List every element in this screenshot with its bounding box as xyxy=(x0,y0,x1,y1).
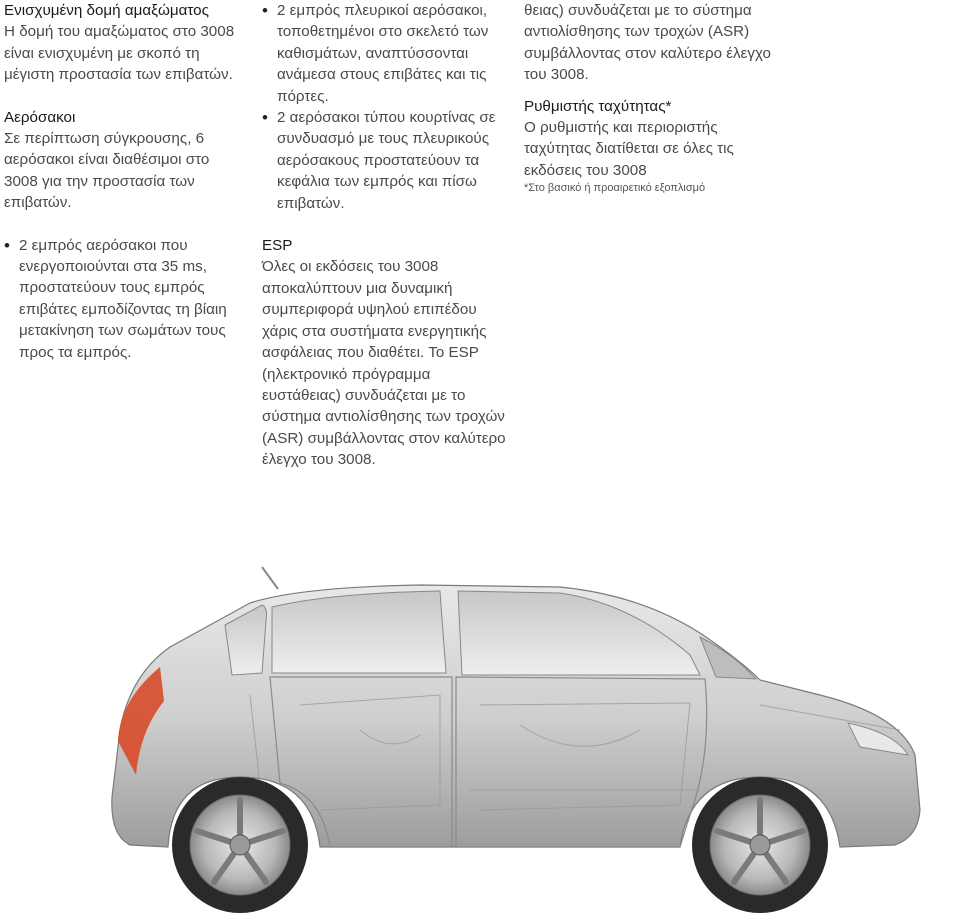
car-cutaway-illustration xyxy=(0,555,960,920)
structure-paragraph: Η δομή του αμαξώματος στο 3008 είναι ενισχυμένη με σκοπό τη μέγιστη προστασία των επιβατών. xyxy=(4,23,235,84)
esp-heading: ESP xyxy=(262,237,293,255)
airbags-heading: Αερόσακοι xyxy=(4,108,76,126)
speed-regulator-heading: Ρυθμιστής ταχύτητας* xyxy=(524,97,672,115)
front-wheel xyxy=(692,777,828,913)
footnote: *Στο βασικό ή προαιρετικό εξοπλισμό xyxy=(524,182,706,195)
esp-paragraph-continued: θειας) συνδυάζεται με το σύστημα αντιολίσθησης των τροχών (ASR) συμβάλλοντας στον καλύτερο έλεγχο του 3008. xyxy=(524,2,772,84)
column-structure-airbags xyxy=(4,0,244,363)
rear-side-window xyxy=(272,591,446,673)
structure-heading: Ενισχυμένη δομή αμαξώματος xyxy=(4,2,209,19)
bullet-side-airbags: • 2 εμπρός πλευρικοί αερόσακοι, τοποθετημένοι στο σκελετό των καθισμάτων, αναπτύσσονται ανάμεσα στους επιβάτες και τις πόρτες. xyxy=(262,0,507,107)
bullet-curtain-airbags: • 2 αερόσακοι τύπου κουρτίνας σε συνδυασμό με τους πλευρικούς αερόσακους προστατεύουν τα κεφάλια των εμπρός και πίσω επιβατών. xyxy=(262,107,507,214)
esp-paragraph: Όλες οι εκδόσεις του 3008 αποκαλύπτουν μια δυναμική συμπεριφορά υψηλού επιπέδου χάρις στα συστήματα ενεργητικής ασφάλειας που διαθέτει. Το ESP (ηλεκτρονικό πρόγραμμα ευστάθειας) συνδυάζεται με το σύστημα αντιολίσθησης των τροχών (ASR) συμβάλλοντας στον καλύτερο έλεγχο του 3008. xyxy=(262,258,506,469)
bullet-front-airbags: • 2 εμπρός αερόσακοι που ενεργοποιούνται στα 35 ms, προστατεύουν τους εμπρός επιβάτες εμποδίζοντας τη βίαιη μετακίνηση των σωμάτων τους προς τα εμπρός. xyxy=(4,235,244,363)
column-side-airbags-esp xyxy=(262,0,507,469)
column-speed-regulator xyxy=(524,0,784,195)
rear-wheel xyxy=(172,777,308,913)
airbags-paragraph: Σε περίπτωση σύγκρουσης, 6 αερόσακοι είναι διαθέσιμοι στο 3008 για την προστασία των επιβατών. xyxy=(4,130,210,212)
antenna xyxy=(262,567,278,589)
speed-regulator-paragraph: Ο ρυθμιστής και περιοριστής ταχύτητας διατίθεται σε όλες τις εκδόσεις του 3008 xyxy=(524,119,734,179)
